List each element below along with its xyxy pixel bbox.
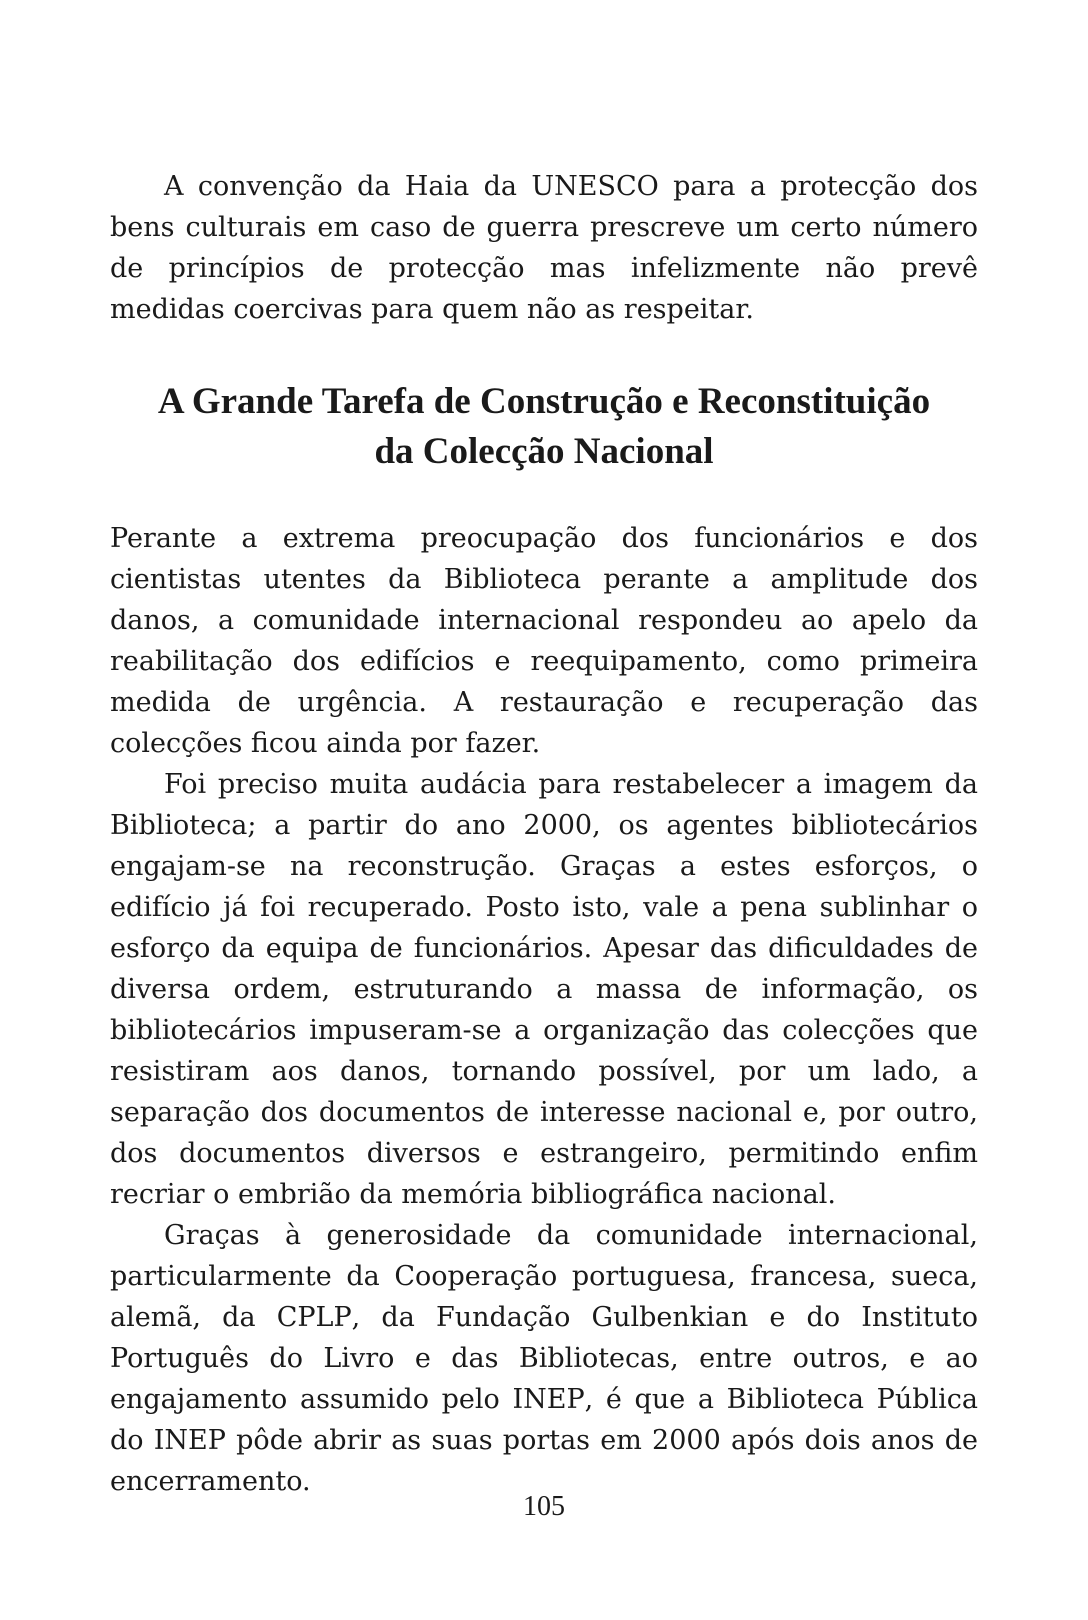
- paragraph-3-text-4: pôde abrir as suas portas em 2000 após dois anos de encerramento.: [110, 1425, 978, 1497]
- paragraph-3-text-3: , é que a Biblioteca Pública do: [110, 1384, 979, 1456]
- page-number: 105: [523, 1491, 565, 1522]
- acronym-inep: INEP: [153, 1425, 226, 1456]
- acronym-unesco: UNESCO: [531, 171, 659, 202]
- paragraph-1: Perante a extrema preocupação dos funcionários e dos cientistas utentes da Biblioteca perante a amplitude dos danos, a comunidade internacional respondeu ao apelo da reabilitação dos edifícios e reequipamento, como primeira medida de urgência. A restauração e recuperação das colecções ficou ainda por fazer.: [110, 523, 978, 759]
- section-heading: [110, 377, 978, 477]
- intro-text-2: para a protecção dos bens culturais em caso de guerra prescreve um certo número de princípios de protecção mas infelizmente não prevê medidas coercivas para quem não as respeitar.: [110, 171, 978, 325]
- heading-line-1: A Grande Tarefa de Construção e Reconstituição: [157, 381, 931, 422]
- paragraph-3-text-1: Graças à generosidade da comunidade internacional, particularmente da Cooperação portuguesa, francesa, sueca, alemã, da: [110, 1220, 978, 1333]
- paragraph-3: [110, 1215, 978, 1502]
- paragraph-3-text-2: , da Fundação Gulbenkian e do Instituto Português do Livro e das Bibliotecas, entre outros, e ao engajamento assumido pelo: [110, 1302, 978, 1415]
- intro-text-1: A convenção da Haia da: [164, 171, 532, 202]
- page-body: [110, 166, 978, 1502]
- intro-paragraph: [110, 166, 978, 330]
- acronym-cplp: CPLP: [276, 1302, 352, 1333]
- acronym-inep: INEP: [512, 1384, 585, 1415]
- heading-line-2: da Colecção Nacional: [374, 431, 714, 472]
- paragraph-2: Foi preciso muita audácia para restabelecer a imagem da Biblioteca; a partir do ano 2000, os agentes bibliotecários engajam-se na reconstrução. Graças a estes esforços, o edifício já foi recuperado. Posto isto, vale a pena sublinhar o esforço da equipa de funcionários. Apesar das dificuldades de diversa ordem, estruturando a massa de informação, os bibliotecários impuseram-se a organização das colecções que resistiram aos danos, tornando possível, por um lado, a separação dos documentos de interesse nacional e, por outro, dos documentos diversos e estrangeiro, permitindo enfim recriar o embrião da memória bibliográfica nacional.: [110, 769, 978, 1210]
